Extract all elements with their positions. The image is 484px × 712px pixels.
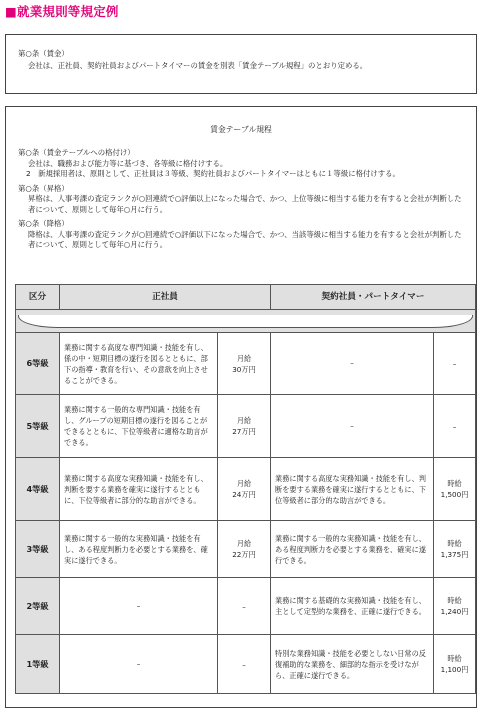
contract-pay: –	[434, 333, 476, 395]
table-row	[16, 521, 476, 578]
regular-pay: –	[218, 635, 271, 694]
regular-description: 業務に関する高度な実務知識・技能を有し、判断を要する業務を確実に遂行するとともに、下位等級者に部分的な助言ができる。	[60, 458, 218, 521]
rule-articles	[18, 148, 468, 255]
contract-description: –	[271, 333, 434, 395]
header-contract-parttime: 契約社員・パートタイマー	[271, 285, 476, 310]
grade-label: 4等級	[16, 458, 60, 521]
regular-pay: 月給 30万円	[218, 333, 271, 395]
table-row	[16, 578, 476, 635]
header-category: 区分	[16, 285, 60, 310]
article-title: 第○条（賃金）	[18, 49, 69, 58]
contract-pay: 時給 1,100円	[434, 635, 476, 694]
wage-table	[15, 284, 476, 694]
regular-pay: 月給 27万円	[218, 395, 271, 458]
article-demotion	[18, 219, 468, 251]
article-promotion	[18, 184, 468, 216]
regular-description: 業務に関する一般的な実務知識・技能を有し、ある程度判断力を必要とする業務を、確実に遂行できる。	[60, 521, 218, 578]
contract-description: 特別な業務知識・技能を必要としない日常の反復補助的な業務を、細部的な指示を受けながら、正確に遂行できる。	[271, 635, 434, 694]
table-row	[16, 458, 476, 521]
article-paragraph: 昇格は、人事考課の査定ランクが○回連続で○評価以上になった場合で、かつ、上位等級に相当する能力を有すると会社が判断した者について、原則として毎年○月に行う。	[28, 194, 462, 214]
article-rating	[18, 148, 468, 180]
contract-pay: 時給 1,375円	[434, 521, 476, 578]
regular-pay: 月給 22万円	[218, 521, 271, 578]
grade-label: 6等級	[16, 333, 60, 395]
salary-article-box	[5, 34, 477, 94]
table-row	[16, 333, 476, 395]
regular-description: –	[60, 578, 218, 635]
contract-description: –	[271, 395, 434, 458]
article-heading: 第○条（賃金テーブルへの格付け）	[18, 148, 135, 157]
grade-label: 2等級	[16, 578, 60, 635]
table-row	[16, 395, 476, 458]
rule-title: 賃金テーブル規程	[210, 125, 272, 134]
grade-label: 3等級	[16, 521, 60, 578]
regular-pay: –	[218, 578, 271, 635]
article-paragraph: 降格は、人事考課の査定ランクが○回連続で○評価以下になった場合で、かつ、当該等級に相当する能力を有すると会社が判断した者について、原則として毎年○月に行う。	[28, 229, 462, 249]
article-heading: 第○条（昇格）	[18, 183, 69, 193]
article-heading: 第○条（降格）	[18, 219, 69, 228]
article-paragraph: 2 新規採用者は、原則として、正社員は３等級、契約社員およびパートタイマーはともに１等級に格付けする。	[26, 169, 400, 178]
grade-label: 5等級	[16, 395, 60, 458]
table-break-wave	[18, 315, 473, 328]
regular-description: –	[60, 635, 218, 694]
contract-description: 業務に関する一般的な実務知識・技能を有し、ある程度判断力を必要とする業務を、確実に遂行できる。	[271, 521, 434, 578]
regular-pay: 月給 24万円	[218, 458, 271, 521]
table-break-band	[16, 310, 476, 333]
contract-pay: 時給 1,240円	[434, 578, 476, 635]
regular-description: 業務に関する高度な専門知識・技能を有し、係の中・短期目標の遂行を図るとともに、部下の指導・教育を行い、その意欲を向上させることができる。	[60, 333, 218, 395]
grade-label: 1等級	[16, 635, 60, 694]
contract-pay: 時給 1,500円	[434, 458, 476, 521]
regular-description: 業務に関する一般的な専門知識・技能を有し、グループの短期目標の遂行を図ることができるとともに、下位等級者に適格な助言ができる。	[60, 395, 218, 458]
contract-description: 業務に関する基礎的な実務知識・技能を有し、主として定型的な業務を、正確に遂行できる。	[271, 578, 434, 635]
wage-table-rule-box	[5, 106, 477, 708]
page-heading: ■就業規則等規定例	[5, 4, 119, 19]
header-regular-employee: 正社員	[60, 285, 271, 310]
contract-description: 業務に関する高度な実務知識・技能を有し、判断を要する業務を確実に遂行するとともに、下位等級者に部分的な助言ができる。	[271, 458, 434, 521]
table-row	[16, 635, 476, 694]
contract-pay: –	[434, 395, 476, 458]
article-text: 会社は、正社員、契約社員およびパートタイマーの賃金を別表「賃金テーブル規程」のとおり定める。	[28, 61, 368, 70]
article-paragraph: 会社は、職務および能力等に基づき、各等級に格付けする。	[28, 158, 228, 168]
